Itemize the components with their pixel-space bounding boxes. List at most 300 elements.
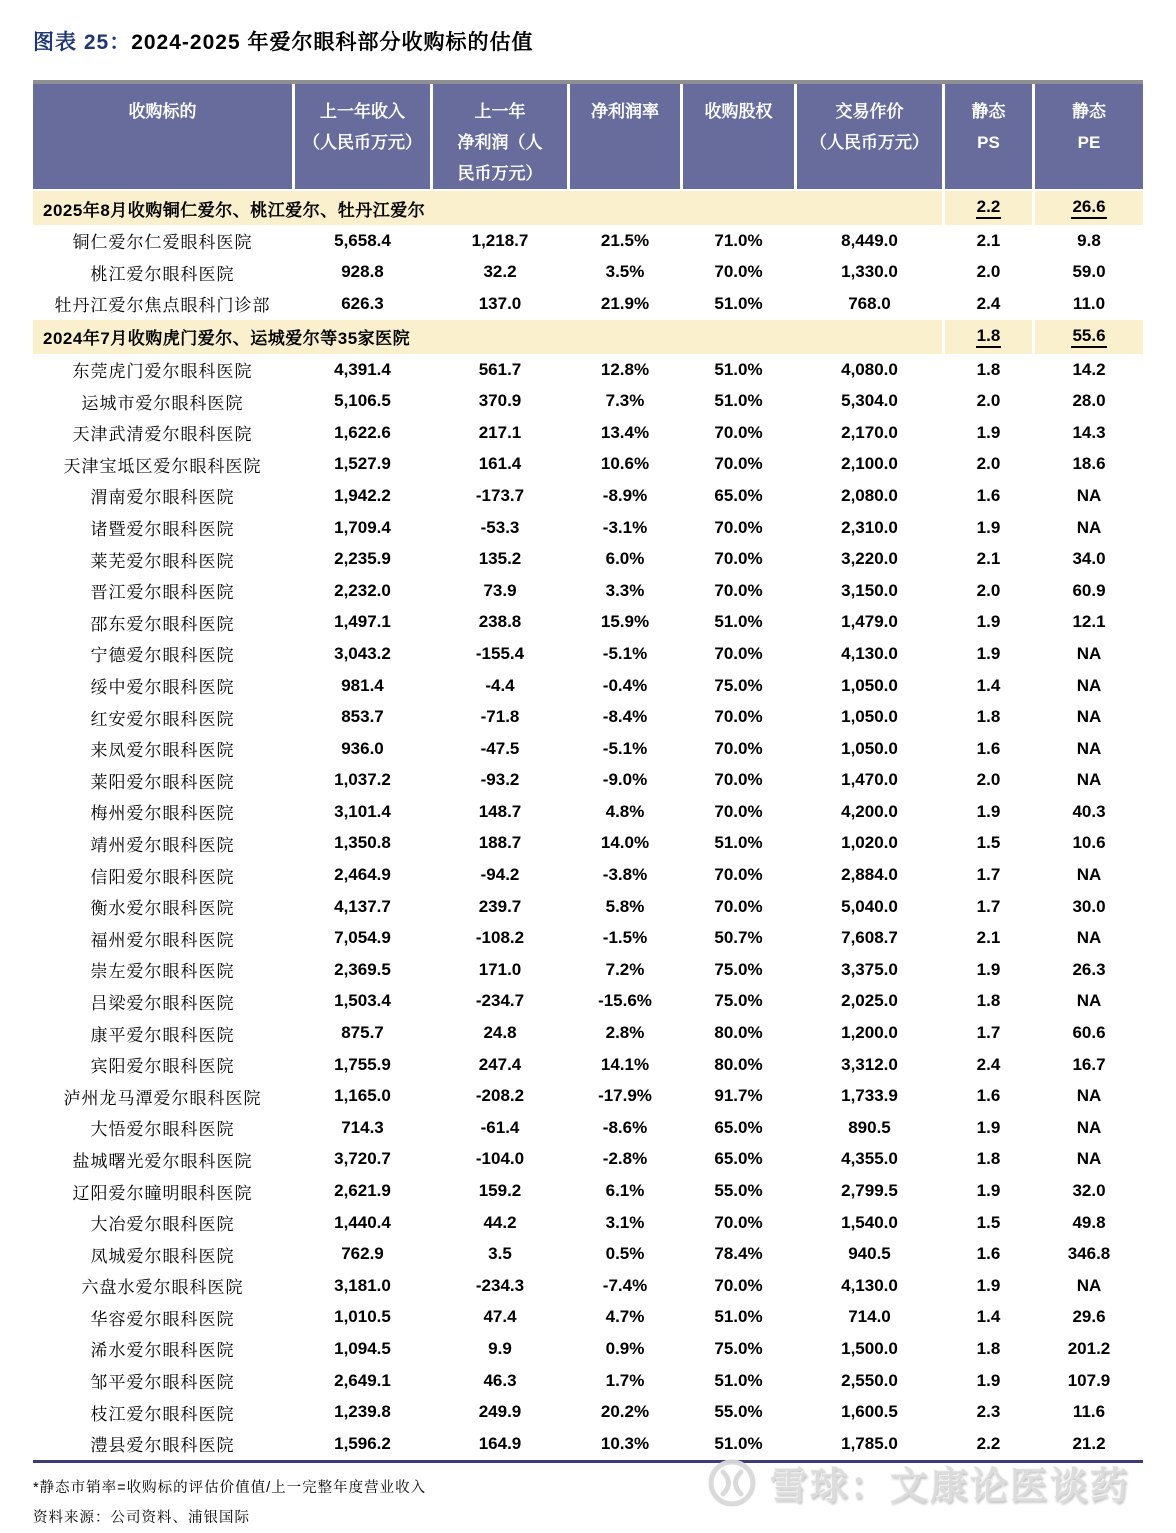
- value-cell: -5.1%: [602, 643, 648, 663]
- value-cell: NA: [1076, 1275, 1102, 1295]
- value-cell: 2,550.0: [841, 1370, 898, 1390]
- target-name-cell: 邹平爱尔眼科医院: [90, 1373, 235, 1393]
- value-cell: 768.0: [848, 293, 891, 313]
- value-cell: 75.0%: [714, 991, 763, 1011]
- value-cell: 159.2: [478, 1181, 522, 1201]
- value-cell: 32.2: [483, 262, 517, 282]
- value-cell: NA: [1076, 1149, 1102, 1169]
- value-cell: 55.0%: [714, 1402, 763, 1422]
- column-header-line: （人民币万元）: [303, 133, 422, 152]
- value-cell: -5.1%: [602, 738, 648, 758]
- value-cell: 2,884.0: [841, 865, 898, 885]
- value-cell: -7.4%: [602, 1275, 648, 1295]
- value-cell: 1.9: [976, 1275, 1001, 1295]
- value-cell: 14.1%: [600, 1054, 650, 1074]
- value-cell: 2,464.9: [334, 865, 391, 885]
- value-cell: 24.8: [483, 1023, 517, 1043]
- target-name-cell: 靖州爱尔眼科医院: [90, 835, 235, 855]
- section-ps-cell: [945, 191, 1035, 225]
- value-cell: 47.4: [483, 1307, 517, 1327]
- table-row: [33, 859, 1143, 891]
- value-cell: 28.0: [1072, 391, 1106, 411]
- value-cell: 7,054.9: [334, 928, 391, 948]
- target-name-cell: 铜仁爱尔仁爱眼科医院: [72, 233, 253, 253]
- value-cell: 714.0: [848, 1307, 891, 1327]
- value-cell: 2,025.0: [841, 991, 898, 1011]
- value-cell: 1,440.4: [334, 1212, 391, 1232]
- value-cell: 626.3: [341, 293, 384, 313]
- value-cell: 51.0%: [714, 1370, 763, 1390]
- value-cell: 70.0%: [714, 422, 763, 442]
- value-cell: 1,785.0: [841, 1433, 898, 1453]
- value-cell: 46.3: [483, 1370, 517, 1390]
- value-cell: 3,720.7: [334, 1149, 391, 1169]
- table-row: [33, 796, 1143, 828]
- table-row: [33, 1080, 1143, 1112]
- table-row: [33, 257, 1143, 289]
- value-cell: 1.4: [976, 675, 1001, 695]
- value-cell: 51.0%: [714, 833, 763, 853]
- value-cell: 1.6: [976, 738, 1001, 758]
- value-cell: 1.9: [976, 959, 1001, 979]
- target-name-cell: 六盘水爱尔眼科医院: [81, 1278, 244, 1298]
- value-cell: 75.0%: [714, 959, 763, 979]
- value-cell: 29.6: [1072, 1307, 1106, 1327]
- target-name-cell: 绥中爱尔眼科医院: [90, 678, 235, 698]
- value-cell: 853.7: [341, 707, 384, 727]
- target-name-cell: 浠水爱尔眼科医院: [90, 1341, 235, 1361]
- value-cell: 561.7: [478, 359, 522, 379]
- value-cell: 70.0%: [714, 1212, 763, 1232]
- value-cell: -1.5%: [602, 928, 648, 948]
- table-row: [33, 1112, 1143, 1144]
- value-cell: 2,100.0: [841, 454, 898, 474]
- value-cell: 51.0%: [714, 391, 763, 411]
- value-cell: -173.7: [475, 485, 525, 505]
- target-name-cell: 辽阳爱尔瞳明眼科医院: [72, 1183, 253, 1203]
- value-cell: -2.8%: [602, 1149, 648, 1169]
- section-ps-value: 2.2: [976, 197, 1002, 220]
- column-header-line: 收购标的: [128, 102, 197, 121]
- value-cell: 49.8: [1072, 1212, 1106, 1232]
- value-cell: -61.4: [480, 1117, 520, 1137]
- value-cell: 70.0%: [714, 454, 763, 474]
- section-pe-value: 26.6: [1071, 197, 1106, 220]
- target-name-cell: 莱阳爱尔眼科医院: [90, 772, 235, 792]
- column-header-line: 净利润率: [591, 102, 659, 121]
- value-cell: 3,181.0: [334, 1275, 391, 1295]
- value-cell: 148.7: [478, 801, 522, 821]
- value-cell: 2,170.0: [841, 422, 898, 442]
- value-cell: 70.0%: [714, 896, 763, 916]
- value-cell: 30.0: [1072, 896, 1106, 916]
- value-cell: 2.0: [976, 454, 1001, 474]
- target-name-cell: 宾阳爱尔眼科医院: [90, 1057, 235, 1077]
- value-cell: 1,330.0: [841, 262, 898, 282]
- target-name-cell: 宁德爱尔眼科医院: [90, 646, 235, 666]
- target-name-cell: 莱芜爱尔眼科医院: [90, 551, 235, 571]
- value-cell: 55.0%: [714, 1181, 763, 1201]
- value-cell: 3.1%: [605, 1212, 645, 1232]
- value-cell: 1,540.0: [841, 1212, 898, 1232]
- value-cell: 0.9%: [605, 1338, 645, 1358]
- value-cell: 3,101.4: [334, 801, 391, 821]
- value-cell: 1,020.0: [841, 833, 898, 853]
- figure-title-text: 2024-2025 年爱尔眼科部分收购标的估值: [131, 31, 534, 54]
- target-name-cell: 天津武清爱尔眼科医院: [72, 425, 253, 445]
- value-cell: 3,375.0: [841, 959, 898, 979]
- value-cell: -71.8: [480, 707, 520, 727]
- value-cell: 5.8%: [605, 896, 645, 916]
- value-cell: -47.5: [480, 738, 520, 758]
- value-cell: 78.4%: [714, 1244, 763, 1264]
- table-row: [33, 1238, 1143, 1270]
- value-cell: NA: [1076, 1117, 1102, 1137]
- value-cell: 18.6: [1072, 454, 1106, 474]
- value-cell: 1,094.5: [334, 1338, 391, 1358]
- value-cell: 1,050.0: [841, 738, 898, 758]
- value-cell: 1,497.1: [334, 612, 391, 632]
- value-cell: -93.2: [480, 770, 520, 790]
- value-cell: 60.9: [1072, 580, 1106, 600]
- value-cell: 4,391.4: [334, 359, 391, 379]
- value-cell: 217.1: [478, 422, 522, 442]
- value-cell: 6.1%: [605, 1181, 645, 1201]
- value-cell: 65.0%: [714, 1149, 763, 1169]
- column-header-line: 净利润（人: [457, 133, 543, 152]
- target-name-cell: 福州爱尔眼科医院: [90, 930, 235, 950]
- value-cell: 2,621.9: [334, 1181, 391, 1201]
- value-cell: 1.7: [976, 896, 1001, 916]
- value-cell: 762.9: [341, 1244, 384, 1264]
- value-cell: NA: [1076, 643, 1102, 663]
- value-cell: 16.7: [1072, 1054, 1106, 1074]
- table-row: [33, 512, 1143, 544]
- table-body: [33, 191, 1143, 1460]
- value-cell: 8,449.0: [841, 230, 898, 250]
- table-row: [33, 922, 1143, 954]
- value-cell: 1,050.0: [841, 675, 898, 695]
- value-cell: -15.6%: [598, 991, 652, 1011]
- column-header-line: 交易作价: [835, 102, 904, 121]
- value-cell: -94.2: [480, 865, 520, 885]
- column-header-line: PE: [1077, 133, 1101, 152]
- value-cell: 2.0: [976, 391, 1001, 411]
- value-cell: 5,040.0: [841, 896, 898, 916]
- value-cell: 1.8: [976, 359, 1001, 379]
- value-cell: 1.9: [976, 801, 1001, 821]
- value-cell: 1.8: [976, 1149, 1001, 1169]
- table-row: [33, 1144, 1143, 1176]
- value-cell: 714.3: [341, 1117, 384, 1137]
- value-cell: 3.3%: [605, 580, 645, 600]
- value-cell: 21.2: [1072, 1433, 1106, 1453]
- table-row: [33, 1396, 1143, 1428]
- value-cell: -8.9%: [602, 485, 648, 505]
- target-name-cell: 华容爱尔眼科医院: [90, 1309, 235, 1329]
- value-cell: 70.0%: [714, 580, 763, 600]
- target-name-cell: 枝江爱尔眼科医院: [90, 1404, 235, 1424]
- value-cell: NA: [1076, 707, 1102, 727]
- page-title: [33, 26, 1143, 56]
- column-header-line: 民币万元）: [457, 164, 543, 183]
- column-header-6: [945, 84, 1035, 191]
- value-cell: 1,733.9: [841, 1086, 898, 1106]
- value-cell: 1.9: [976, 643, 1001, 663]
- value-cell: 2,080.0: [841, 485, 898, 505]
- table-row: [33, 701, 1143, 733]
- value-cell: 2,799.5: [841, 1181, 898, 1201]
- value-cell: 1.7: [976, 1023, 1001, 1043]
- value-cell: 65.0%: [714, 1117, 763, 1137]
- value-cell: 50.7%: [714, 928, 763, 948]
- value-cell: 4,080.0: [841, 359, 898, 379]
- value-cell: -104.0: [475, 1149, 525, 1169]
- value-cell: -0.4%: [602, 675, 648, 695]
- value-cell: 164.9: [478, 1433, 522, 1453]
- value-cell: 249.9: [478, 1402, 522, 1422]
- value-cell: 10.6: [1072, 833, 1106, 853]
- value-cell: 51.0%: [714, 293, 763, 313]
- value-cell: 12.1: [1072, 612, 1106, 632]
- value-cell: 65.0%: [714, 485, 763, 505]
- table-row: [33, 449, 1143, 481]
- value-cell: 1.8: [976, 1338, 1001, 1358]
- value-cell: 10.6%: [600, 454, 650, 474]
- value-cell: 51.0%: [714, 1433, 763, 1453]
- value-cell: 26.3: [1072, 959, 1106, 979]
- value-cell: 161.4: [478, 454, 522, 474]
- table-row: [33, 1333, 1143, 1365]
- value-cell: 1,527.9: [334, 454, 391, 474]
- value-cell: 70.0%: [714, 643, 763, 663]
- value-cell: 188.7: [478, 833, 522, 853]
- table-row: [33, 288, 1143, 320]
- value-cell: 3.5: [488, 1244, 512, 1264]
- value-cell: 70.0%: [714, 1275, 763, 1295]
- value-cell: 71.0%: [714, 230, 763, 250]
- table-row: [33, 543, 1143, 575]
- table-row: [33, 575, 1143, 607]
- table-row: [33, 1175, 1143, 1207]
- value-cell: -108.2: [475, 928, 525, 948]
- value-cell: 75.0%: [714, 675, 763, 695]
- value-cell: 1.9: [976, 517, 1001, 537]
- value-cell: NA: [1076, 675, 1102, 695]
- footnote-source: 资料来源：公司资料、浦银国际: [33, 1509, 250, 1526]
- value-cell: 11.0: [1072, 293, 1106, 313]
- value-cell: 137.0: [478, 293, 522, 313]
- section-pe-value: 55.6: [1071, 326, 1106, 349]
- value-cell: 890.5: [848, 1117, 891, 1137]
- table-row: [33, 607, 1143, 639]
- value-cell: 70.0%: [714, 517, 763, 537]
- target-name-cell: 泸州龙马潭爱尔眼科医院: [63, 1088, 262, 1108]
- table-row: [33, 1302, 1143, 1334]
- value-cell: 7.2%: [605, 959, 645, 979]
- value-cell: 32.0: [1072, 1181, 1106, 1201]
- section-pe-cell: [1035, 191, 1143, 225]
- value-cell: 370.9: [478, 391, 522, 411]
- section-row: [33, 320, 1143, 354]
- target-name-cell: 邵东爱尔眼科医院: [90, 614, 235, 634]
- table-row: [33, 1017, 1143, 1049]
- value-cell: NA: [1076, 928, 1102, 948]
- target-name-cell: 澧县爱尔眼科医院: [90, 1436, 235, 1456]
- target-name-cell: 天津宝坻区爱尔眼科医院: [63, 456, 262, 476]
- value-cell: 0.5%: [605, 1244, 645, 1264]
- table-row: [33, 1365, 1143, 1397]
- value-cell: 1,200.0: [841, 1023, 898, 1043]
- value-cell: 875.7: [341, 1023, 384, 1043]
- table-row: [33, 670, 1143, 702]
- column-header-7: [1035, 84, 1143, 191]
- value-cell: 73.9: [483, 580, 517, 600]
- value-cell: -3.1%: [602, 517, 648, 537]
- value-cell: 10.3%: [600, 1433, 650, 1453]
- value-cell: 1.9: [976, 422, 1001, 442]
- value-cell: 1.6: [976, 1244, 1001, 1264]
- header-row: [33, 84, 1143, 191]
- value-cell: 1,755.9: [334, 1054, 391, 1074]
- column-header-1: [295, 84, 433, 191]
- section-pe-cell: [1035, 320, 1143, 354]
- value-cell: 4.7%: [605, 1307, 645, 1327]
- value-cell: 1.7: [976, 865, 1001, 885]
- value-cell: 936.0: [341, 738, 384, 758]
- value-cell: 44.2: [483, 1212, 517, 1232]
- value-cell: 80.0%: [714, 1023, 763, 1043]
- value-cell: -9.0%: [602, 770, 648, 790]
- value-cell: 2.2: [976, 1433, 1001, 1453]
- value-cell: 2.0: [976, 262, 1001, 282]
- value-cell: 1,942.2: [334, 485, 391, 505]
- value-cell: 1,165.0: [334, 1086, 391, 1106]
- value-cell: 1,596.2: [334, 1433, 391, 1453]
- table-row: [33, 225, 1143, 257]
- section-row: [33, 191, 1143, 225]
- value-cell: 5,304.0: [841, 391, 898, 411]
- target-name-cell: 诸暨爱尔眼科医院: [90, 520, 235, 540]
- value-cell: 1.9: [976, 1117, 1001, 1137]
- value-cell: NA: [1076, 991, 1102, 1011]
- value-cell: 247.4: [478, 1054, 522, 1074]
- value-cell: 171.0: [478, 959, 522, 979]
- target-name-cell: 牡丹江爱尔焦点眼科门诊部: [54, 296, 271, 316]
- value-cell: 2,369.5: [334, 959, 391, 979]
- value-cell: 14.0%: [600, 833, 650, 853]
- value-cell: 1.9: [976, 1181, 1001, 1201]
- value-cell: 21.9%: [600, 293, 650, 313]
- value-cell: 2.8%: [605, 1023, 645, 1043]
- target-name-cell: 康平爱尔眼科医院: [90, 1025, 235, 1045]
- value-cell: 4,355.0: [841, 1149, 898, 1169]
- value-cell: 1,709.4: [334, 517, 391, 537]
- value-cell: 2.0: [976, 580, 1001, 600]
- footnotes: [33, 1473, 1143, 1533]
- value-cell: 4,200.0: [841, 801, 898, 821]
- value-cell: 5,106.5: [334, 391, 391, 411]
- target-name-cell: 大冶爱尔眼科医院: [90, 1215, 235, 1235]
- table-row: [33, 354, 1143, 386]
- column-header-line: 上一年: [474, 102, 526, 121]
- table-row: [33, 1270, 1143, 1302]
- value-cell: 2.4: [976, 1054, 1001, 1074]
- footnote-formula: *静态市销率=收购标的评估价值值/上一完整年度营业收入: [33, 1479, 427, 1496]
- value-cell: 1.6: [976, 485, 1001, 505]
- value-cell: 1,010.5: [334, 1307, 391, 1327]
- target-name-cell: 大悟爱尔眼科医院: [90, 1120, 235, 1140]
- table-row: [33, 1207, 1143, 1239]
- value-cell: 20.2%: [600, 1402, 650, 1422]
- target-name-cell: 渭南爱尔眼科医院: [90, 488, 235, 508]
- watermark-text: 雪球：文康论医谈药: [769, 1466, 1130, 1508]
- value-cell: 2.1: [976, 549, 1001, 569]
- target-name-cell: 运城市爱尔眼科医院: [81, 393, 244, 413]
- value-cell: 13.4%: [600, 422, 650, 442]
- value-cell: 1,350.8: [334, 833, 391, 853]
- value-cell: NA: [1076, 485, 1102, 505]
- value-cell: -53.3: [480, 517, 520, 537]
- value-cell: 928.8: [341, 262, 384, 282]
- column-header-4: [683, 84, 797, 191]
- column-header-2: [433, 84, 570, 191]
- value-cell: 2.4: [976, 293, 1001, 313]
- value-cell: 981.4: [341, 675, 384, 695]
- value-cell: 80.0%: [714, 1054, 763, 1074]
- valuation-table: [33, 80, 1143, 1463]
- value-cell: NA: [1076, 770, 1102, 790]
- value-cell: 70.0%: [714, 801, 763, 821]
- value-cell: 2,232.0: [334, 580, 391, 600]
- value-cell: 75.0%: [714, 1338, 763, 1358]
- value-cell: 3,220.0: [841, 549, 898, 569]
- value-cell: 2.1: [976, 928, 1001, 948]
- value-cell: 1,037.2: [334, 770, 391, 790]
- value-cell: 4,130.0: [841, 1275, 898, 1295]
- table-row: [33, 480, 1143, 512]
- column-header-3: [570, 84, 683, 191]
- value-cell: 3,312.0: [841, 1054, 898, 1074]
- value-cell: 135.2: [478, 549, 522, 569]
- value-cell: 1,622.6: [334, 422, 391, 442]
- table-row: [33, 954, 1143, 986]
- value-cell: NA: [1076, 1086, 1102, 1106]
- value-cell: 12.8%: [600, 359, 650, 379]
- value-cell: -208.2: [475, 1086, 525, 1106]
- value-cell: 51.0%: [714, 612, 763, 632]
- value-cell: 15.9%: [600, 612, 650, 632]
- value-cell: 1,218.7: [471, 230, 529, 250]
- table-row: [33, 765, 1143, 797]
- value-cell: 14.3: [1072, 422, 1106, 442]
- value-cell: 4,137.7: [334, 896, 391, 916]
- value-cell: 40.3: [1072, 801, 1106, 821]
- value-cell: 1.6: [976, 1086, 1001, 1106]
- value-cell: 1.8: [976, 991, 1001, 1011]
- value-cell: -155.4: [475, 643, 525, 663]
- value-cell: 1.7%: [605, 1370, 645, 1390]
- value-cell: 4.8%: [605, 801, 645, 821]
- section-label: 2024年7月收购虎门爱尔、运城爱尔等35家医院: [33, 320, 945, 354]
- value-cell: 3.5%: [605, 262, 645, 282]
- value-cell: 1,503.4: [334, 991, 391, 1011]
- value-cell: NA: [1076, 865, 1102, 885]
- column-header-line: （人民币万元）: [810, 133, 929, 152]
- target-name-cell: 梅州爱尔眼科医院: [90, 804, 235, 824]
- value-cell: 3,150.0: [841, 580, 898, 600]
- target-name-cell: 来凤爱尔眼科医院: [90, 741, 235, 761]
